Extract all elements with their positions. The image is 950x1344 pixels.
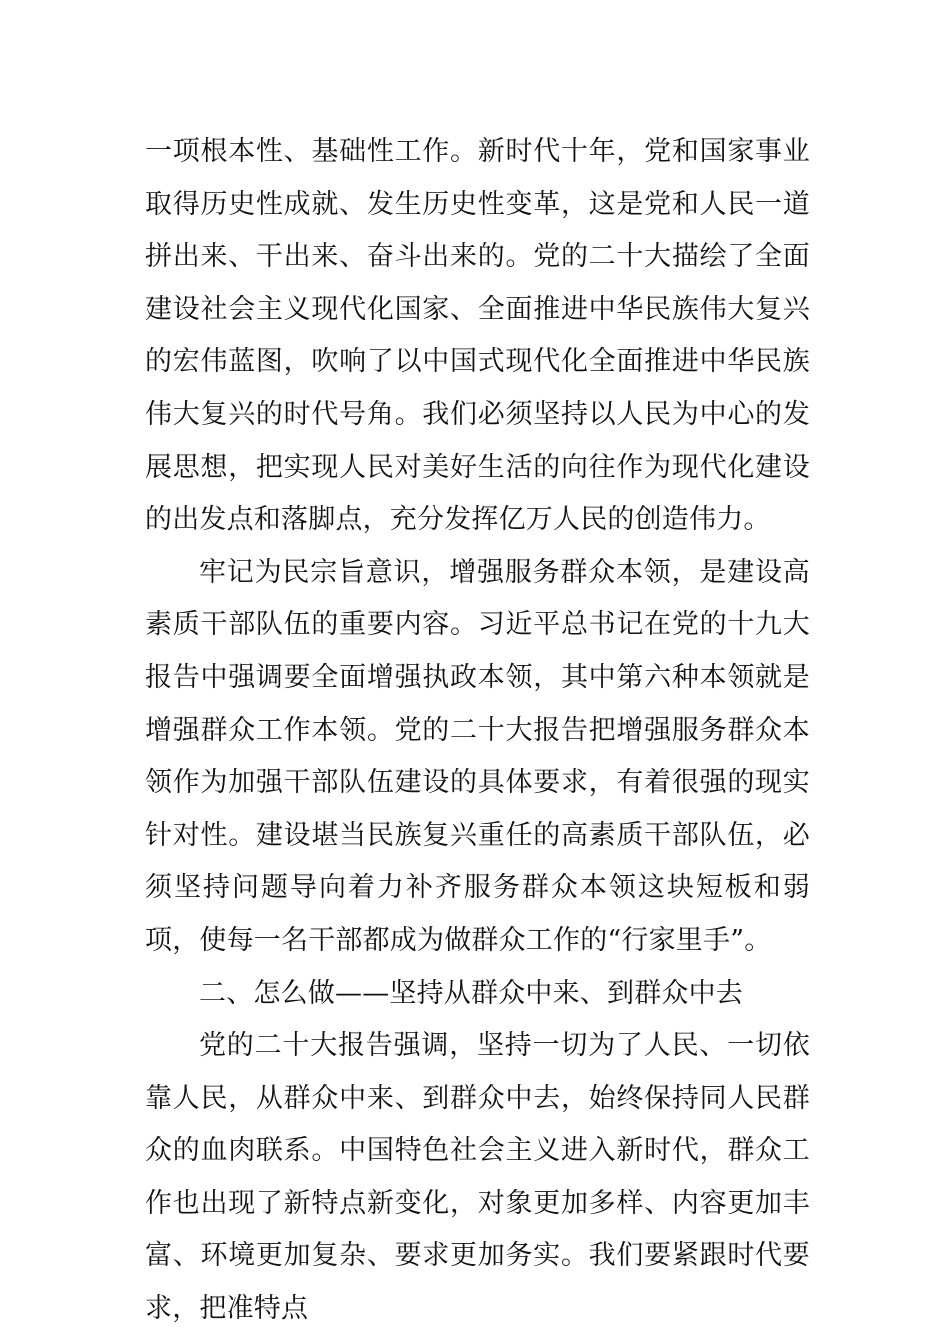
paragraph-1: 一项根本性、基础性工作。新时代十年，党和国家事业取得历史性成就、发生历史性变革，这是党和人民一道拼出来、干出来、奋斗出来的。党的二十大描绘了全面建设社会主义现代化国家、全面推进中华民族伟大复兴的宏伟蓝图，吹响了以中国式现代化全面推进中华民族伟大复兴的时代号角。我们必须坚持以人民为中心的发展思想，把实现人民对美好生活的向往作为现代化建设的出发点和落脚点，充分发挥亿万人民的创造伟力。	[145, 136, 810, 536]
section-heading: 二、怎么做——坚持从群众中来、到群众中去	[199, 977, 743, 1009]
paragraph-2: 牢记为民宗旨意识，增强服务群众本领，是建设高素质干部队伍的重要内容。习近平总书记在党的十九大报告中强调要全面增强执政本领，其中第六种本领就是增强群众工作本领。党的二十大报告把增强服务群众本领作为加强干部队伍建设的具体要求，有着很强的现实针对性。建设堪当民族复兴重任的高素质干部队伍，必须坚持问题导向着力补齐服务群众本领这块短板和弱项，使每一名干部都成为做群众工作的“行家里手”。	[145, 556, 810, 956]
document-body	[145, 126, 810, 1336]
paragraph-3: 党的二十大报告强调，坚持一切为了人民、一切依靠人民，从群众中来、到群众中去，始终保持同人民群众的血肉联系。中国特色社会主义进入新时代，群众工作也出现了新特点新变化，对象更加多样、内容更加丰富、环境更加复杂、要求更加务实。我们要紧跟时代要求，把准特点	[145, 1030, 810, 1325]
